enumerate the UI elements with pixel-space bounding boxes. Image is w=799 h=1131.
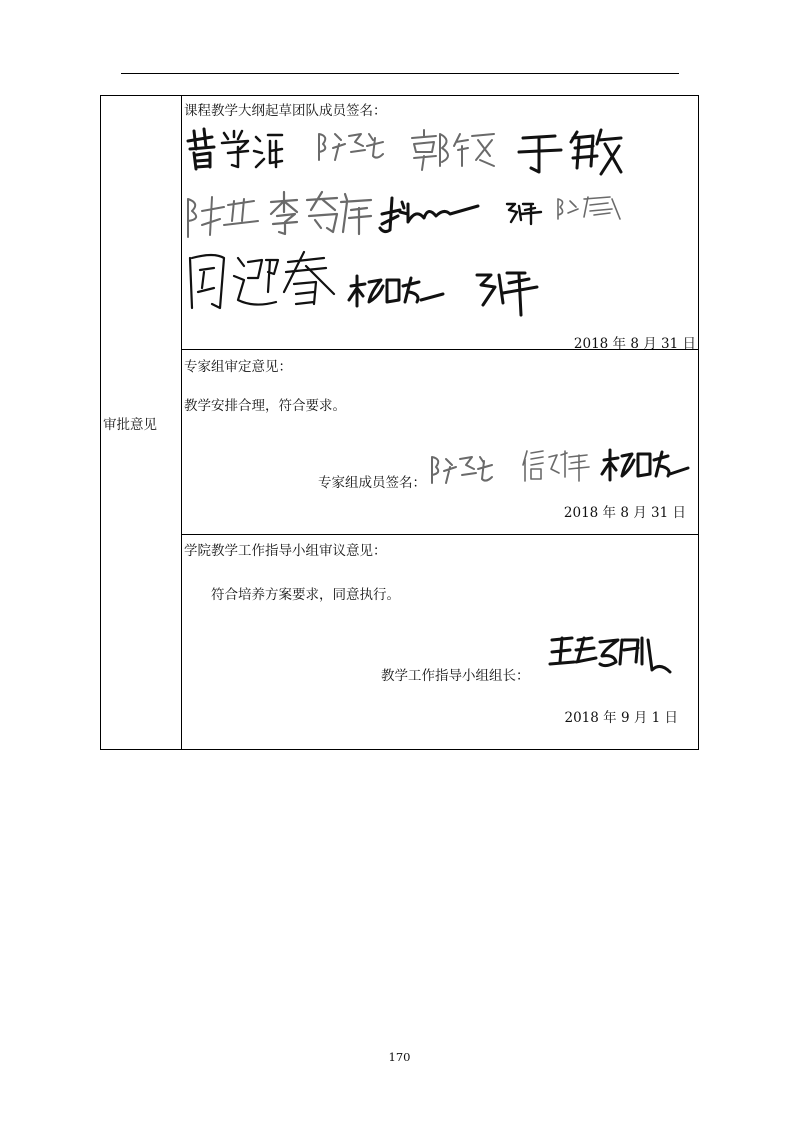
drafting-team-cell [182,96,699,350]
drafting-team-date: 2018 年 8 月 31 日 [573,336,696,352]
college-group-section [182,535,698,749]
approval-label-cell [101,96,182,750]
signature-xin-yongfeng [521,447,591,487]
signature-yu-min [517,126,627,182]
signature-yang-xiaoyan-2 [600,448,690,488]
signature-chen-kangrong [554,193,624,227]
signature-chen-yuan [315,128,385,168]
drafting-team-section [182,96,698,352]
college-group-cell [182,535,699,750]
page-number: 170 [388,1050,411,1064]
expert-group-cell [182,350,699,535]
college-group-date: 2018 年 9 月 1 日 [564,710,678,726]
signature-zhang-ping-1 [505,200,545,230]
signature-pan [378,194,488,242]
expert-group-opinion: 教学安排合理，符合要求。 [184,398,346,414]
signature-chen-yuan-expert [428,453,494,491]
college-group-opinion: 符合培养方案要求，同意执行。 [211,587,400,603]
signature-guo-rui [408,126,498,176]
expert-group-section [182,350,698,534]
signature-chen-yun [184,191,264,245]
signature-cao-xuehai [184,123,284,177]
top-rule [121,73,679,74]
approval-table [100,95,699,750]
signature-zhang-ping-2 [475,269,545,323]
signature-yang-xiaoyan-1 [347,272,447,316]
signature-zhou-yingchun [184,248,344,322]
expert-group-date: 2018 年 8 月 31 日 [563,505,686,521]
approval-label: 审批意见 [103,416,157,433]
drafting-team-heading: 课程教学大纲起草团队成员签名： [184,103,387,119]
college-group-sign-label: 教学工作指导小组组长： [381,668,530,684]
expert-group-sign-label: 专家组成员签名： [318,475,426,491]
expert-group-heading: 专家组审定意见： [184,359,292,375]
college-group-heading: 学院教学工作指导小组审议意见： [184,543,387,559]
signature-wang-tinggang [548,634,673,680]
signature-li-qiping [267,188,377,240]
